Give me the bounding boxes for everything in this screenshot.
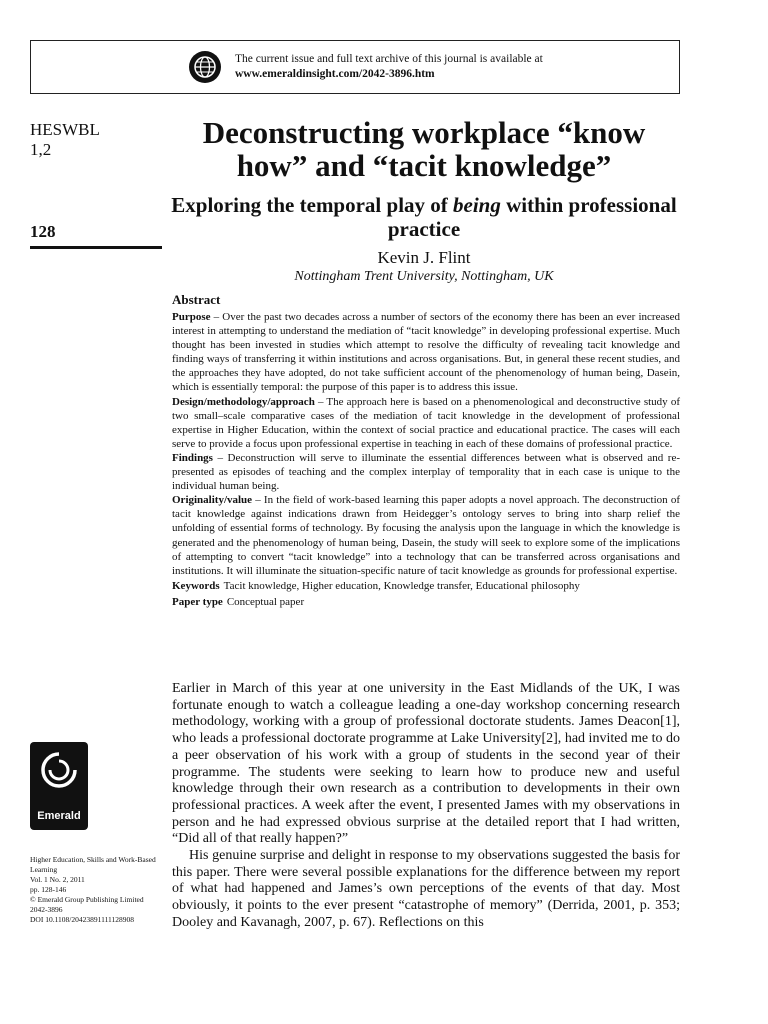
citation-doi[interactable]: DOI 10.1108/20423891111128908 bbox=[30, 915, 135, 924]
abstract-design: Design/methodology/approach – The approach here is based on a phenomenological and deconstructive study of two small–scale comparative cases of the mediation of tacit knowledge in the development of professional expertise in Higher Education, within the context of social practice and educational practice. The cases will each serve to provide a focus upon professional expertise in teaching in each of these domains of professional practice. bbox=[172, 395, 680, 450]
abstract-findings: Findings – Deconstruction will serve to illuminate the essential differences between what is observed and re-presented as episodes of teaching and the complex interplay of temporality that in each case is unique to the individual human being. bbox=[172, 451, 680, 493]
article-body bbox=[172, 681, 680, 932]
citation-journal: Higher Education, Skills and Work-Based Learning bbox=[30, 855, 156, 874]
citation-volume: Vol. 1 No. 2, 2011 bbox=[30, 875, 85, 884]
citation-block bbox=[30, 855, 166, 925]
emerald-swirl-icon bbox=[39, 750, 79, 796]
journal-code-line2: 1,2 bbox=[30, 140, 52, 159]
abstract-originality: Originality/value – In the field of work-based learning this paper adopts a novel approach. The deconstruction of tacit knowledge against indications drawn from Heidegger’s ontology serves to bring into sharp relief the unfolding of essential forms of technology. By focusing the analysis upon the language in which the knowledge is generated and the phenomenology of human being, Dasein, the study will seek to explore some of the implications of attempting to convert “tacit knowledge” into a technology that can be transferred across organisations and institutions. It will illuminate the situation-specific nature of tacit knowledge as grounds for professional expertise. bbox=[172, 494, 680, 577]
journal-code bbox=[30, 120, 100, 160]
subtitle-emphasis: being bbox=[453, 193, 501, 217]
article-title: Deconstructing workplace “know how” and “tacit knowledge” bbox=[202, 115, 646, 183]
article-subtitle: Exploring the temporal play of being within professional practice bbox=[171, 193, 677, 241]
body-paragraph-2: His genuine surprise and delight in response to my observations suggested the basis for this paper. There were several possible explanations for the difference between my report of what had happened and James’s own perceptions of the events of that day. Most obviously, it points to the ever present “catastrophe of memory” (Derrida, 2001, p. 353; Dooley and Kavanagh, 2007, p. 67). Reflections on this bbox=[172, 848, 680, 930]
journal-url-link[interactable]: www.emeraldinsight.com/2042-3896.htm bbox=[235, 68, 435, 80]
citation-issn: 2042-3896 bbox=[30, 905, 63, 914]
citation-pages: pp. 128-146 bbox=[30, 885, 67, 894]
paper-type-line: Paper type Conceptual paper bbox=[172, 595, 305, 608]
citation-copyright: © Emerald Group Publishing Limited bbox=[30, 895, 144, 904]
page-number: 128 bbox=[30, 222, 56, 241]
abstract-purpose: Purpose – Over the past two decades across a number of sectors of the economy there has been an ever increased interest in attempting to understand the mediation of “tacit knowledge” in developing professional expertise. Much thought has been invested in studies which attempt to resolve the difficulty of revealing tacit knowledge and finding ways of transferring it within institutions and across organisations. But, in general these recent studies, and the approaches they have adopted, do not take sufficient account of the phenomenology of human being, Dasein, which is essentially temporal: the purpose of this paper is to address this issue. bbox=[172, 311, 680, 394]
author-name: Kevin J. Flint bbox=[377, 248, 471, 267]
keywords-line: Keywords Tacit knowledge, Higher education, Knowledge transfer, Educational philosophy bbox=[172, 579, 580, 592]
emerald-logo bbox=[30, 742, 88, 830]
globe-icon bbox=[189, 51, 221, 83]
journal-availability-box bbox=[30, 40, 680, 94]
availability-text: The current issue and full text archive of this journal is available at bbox=[235, 53, 543, 65]
journal-code-line1: HESWBL bbox=[30, 120, 100, 139]
abstract-section bbox=[172, 292, 680, 610]
margin-divider bbox=[30, 246, 162, 249]
abstract-heading: Abstract bbox=[172, 292, 221, 307]
emerald-wordmark: Emerald bbox=[37, 810, 81, 822]
body-paragraph-1: Earlier in March of this year at one university in the East Midlands of the UK, I was fortunate enough to watch a colleague leading a one-day workshop concerning research methodology, working with a group of professional doctorate students. James Deacon[1], who leads a professional doctorate programme at Lake University[2], had invited me to do a peer observation of his work with a group of students in the second year of their programme. The students were seeking to learn how to produce new and useful knowledge through their own research as a contribution to developments in their own professional practices. A week after the event, I presented James with my observations in person and he had expressed obvious surprise at the detailed report that I had written, “Did all of that really happen?” bbox=[172, 681, 680, 847]
author-affiliation: Nottingham Trent University, Nottingham, UK bbox=[294, 269, 554, 284]
